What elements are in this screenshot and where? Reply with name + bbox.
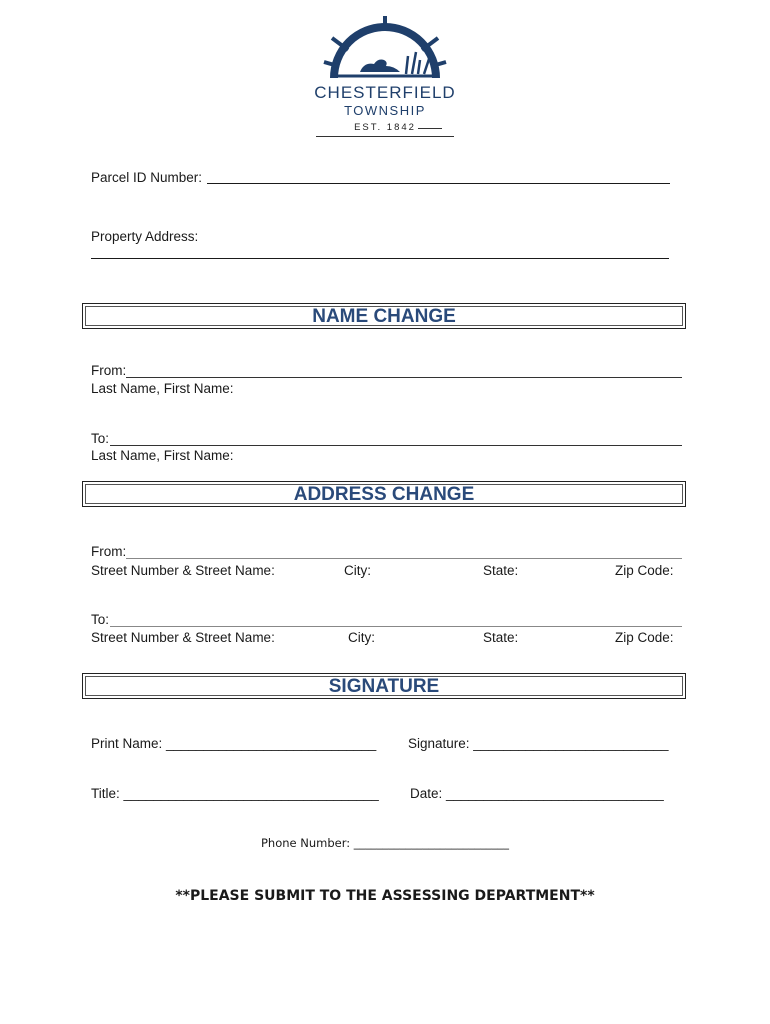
address-from-zip-label: Zip Code: bbox=[615, 563, 674, 578]
address-to-line[interactable] bbox=[110, 626, 682, 627]
address-from-state-label: State: bbox=[483, 563, 519, 578]
print-name-field[interactable]: Print Name: ____________________________ bbox=[91, 736, 377, 751]
name-change-header bbox=[82, 303, 686, 329]
logo-established: EST. 1842 bbox=[354, 122, 416, 133]
name-to-label: To: bbox=[91, 431, 110, 446]
ship-wheel-logo-icon bbox=[320, 16, 450, 80]
submit-notice: **PLEASE SUBMIT TO THE ASSESSING DEPARTMENT** bbox=[175, 888, 595, 904]
logo-township: TOWNSHIP bbox=[344, 103, 426, 118]
property-address-line[interactable] bbox=[91, 258, 669, 259]
logo-est-rule bbox=[418, 128, 442, 129]
signature-header bbox=[82, 673, 686, 699]
parcel-id-line[interactable] bbox=[207, 183, 670, 184]
signature-field[interactable]: Signature: __________________________ bbox=[408, 736, 669, 751]
name-from-label: From: bbox=[91, 363, 127, 378]
signature-title: SIGNATURE bbox=[328, 676, 440, 697]
name-to-line[interactable] bbox=[110, 445, 682, 446]
address-to-state-label: State: bbox=[483, 630, 519, 645]
township-logo bbox=[0, 0, 770, 140]
name-from-sublabel: Last Name, First Name: bbox=[91, 381, 234, 396]
name-to-sublabel: Last Name, First Name: bbox=[91, 448, 234, 463]
address-to-label: To: bbox=[91, 612, 110, 627]
address-from-city-label: City: bbox=[344, 563, 371, 578]
address-to-zip-label: Zip Code: bbox=[615, 630, 674, 645]
logo-name: CHESTERFIELD bbox=[314, 83, 456, 102]
address-from-line[interactable] bbox=[126, 558, 682, 559]
address-from-label: From: bbox=[91, 544, 127, 559]
title-field[interactable]: Title: __________________________________ bbox=[91, 786, 379, 801]
address-from-street-label: Street Number & Street Name: bbox=[91, 563, 275, 578]
phone-number-field[interactable]: Phone Number: ___________________________ bbox=[260, 836, 510, 850]
address-to-street-label: Street Number & Street Name: bbox=[91, 630, 275, 645]
parcel-id-label: Parcel ID Number: bbox=[91, 170, 203, 185]
address-change-header bbox=[82, 481, 686, 507]
property-address-label: Property Address: bbox=[91, 229, 199, 244]
date-field[interactable]: Date: _____________________________ bbox=[410, 786, 664, 801]
name-from-line[interactable] bbox=[126, 377, 682, 378]
logo-bottom-rule bbox=[316, 136, 454, 137]
address-to-city-label: City: bbox=[348, 630, 375, 645]
name-change-title: NAME CHANGE bbox=[312, 306, 456, 327]
address-change-title: ADDRESS CHANGE bbox=[293, 484, 475, 505]
